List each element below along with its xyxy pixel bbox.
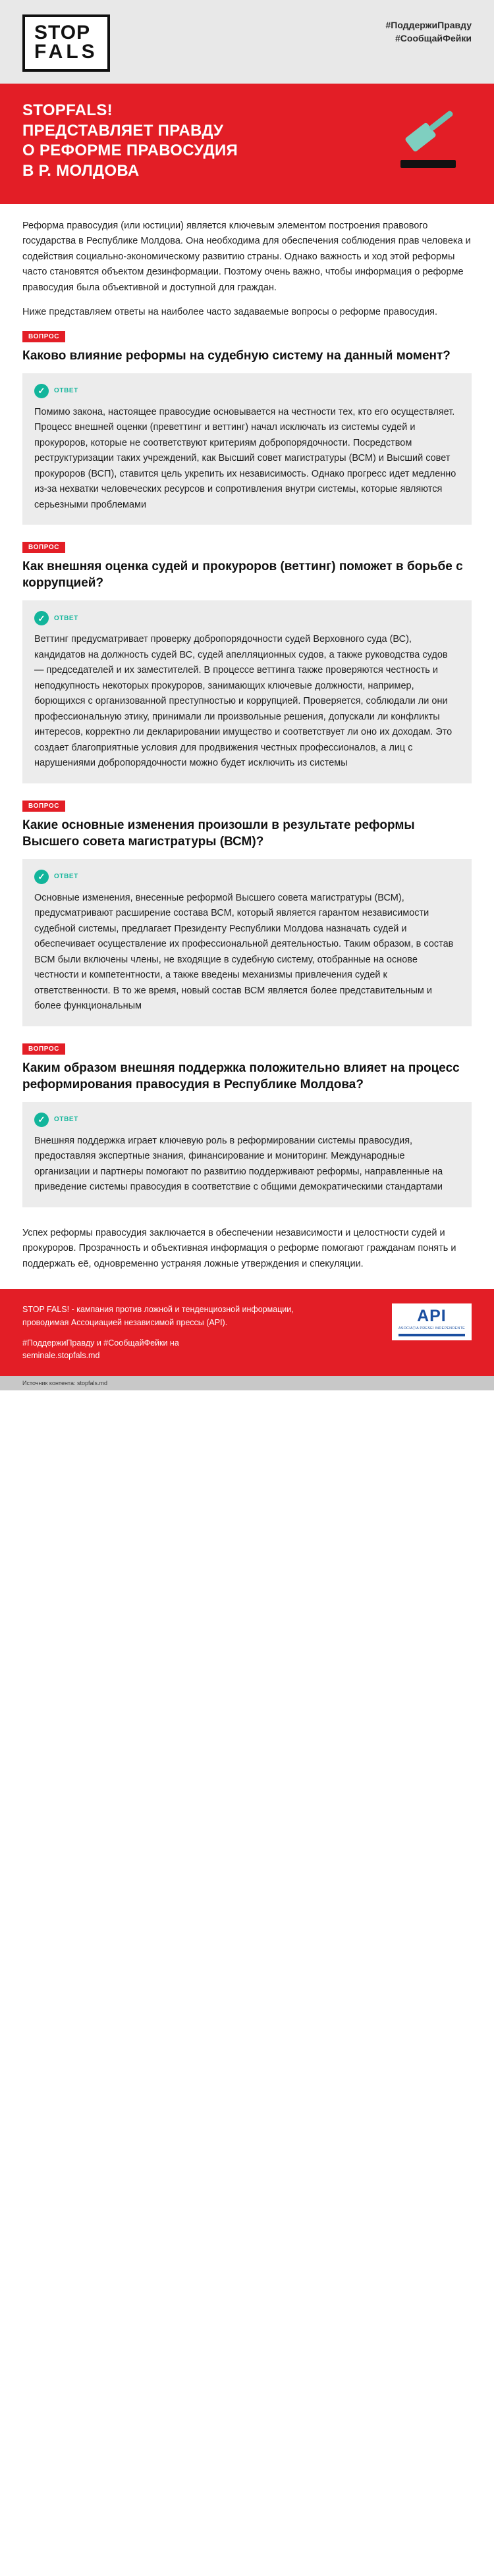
answer-header <box>34 384 460 398</box>
check-icon: ✓ <box>34 384 49 398</box>
title-line-1: STOPFALS! <box>22 101 113 119</box>
footer-about: STOP FALS! - кампания против ложной и тенденциозной информации, проводимая Ассоциацией независимой прессы (API). <box>22 1305 294 1327</box>
answer-label: ОТВЕТ <box>54 614 78 622</box>
check-icon: ✓ <box>34 1113 49 1127</box>
api-logo-word: API <box>417 1307 447 1326</box>
question-text: Какие основные изменения произошли в результате реформы Высшего совета магистратуры (ВСМ)? <box>22 818 415 849</box>
title-line-2: ПРЕДСТАВЛЯЕТ ПРАВДУ <box>22 121 224 140</box>
answer-card <box>22 600 472 783</box>
qa-item <box>22 1042 472 1207</box>
question-text: Как внешняя оценка судей и прокуроров (веттинг) поможет в борьбе с коррупцией? <box>22 560 463 591</box>
qa-item <box>22 330 472 525</box>
answer-label: ОТВЕТ <box>54 387 78 395</box>
title-line-3: О РЕФОРМЕ ПРАВОСУДИЯ <box>22 142 238 160</box>
logo-line-1: STOP <box>34 22 91 43</box>
answer-card <box>22 373 472 525</box>
answer-text: Внешняя поддержка играет ключевую роль в реформировании системы правосудия, предоставляя экспертные знания, финансирование и мониторинг. Международные организации и партнеры помогают по развитию поддерживают реформы, направленные на приведение системы правосудия в соответствие с общими демократическими стандартами <box>34 1135 443 1193</box>
answer-text: Помимо закона, настоящее правосудие основывается на честности тех, кто его осуществляет. Процесс внешней оценки (преветтинг и веттинг) начал исключать из системы судей и прокуроров, которые не соответствуют критериям добропорядочности. Посредством реструктуризации таких учреждений, как Высший совет магистратуры (ВСМ) и Высший совет прокуроров (ВСП), ставится цель укрепить их независимость. Однако прогресс идет медленно из-за нехватки человеческих ресурсов и сопротивления внутри системы, которые являются серьезными проблемами <box>34 406 456 510</box>
question-badge: ВОПРОС <box>22 331 65 342</box>
check-icon: ✓ <box>34 870 49 884</box>
page-title <box>22 101 352 182</box>
gavel-icon <box>389 103 468 176</box>
answer-card <box>22 859 472 1026</box>
api-logo-stripe <box>398 1334 465 1336</box>
intro-text <box>22 204 472 321</box>
answer-text: Веттинг предусматривает проверку добропорядочности судей Верховного суда (ВС), кандидатов на должность судей ВС, судей апелляционных судов, а также руководства судов — председателей и их заместителей. В процессе веттинга также проверяются честность и неподкупность некоторых прокуроров, занимающих ключевые должности, например, борющихся с организованной преступностью и коррупцией. Проверяется, соблюдали ли они профессиональную этику, принимали ли произвольные решения, допускали ли конфликты интересов, корректно ли декларировании имущество и соответствует ли оно их доходам. Это создает благоприятные условия для продвижения честных профессионалов, а лиц с нарушениями добропорядочности можно будет исключить из системы <box>34 634 453 769</box>
footer-site-link[interactable]: seminale.stopfals.md <box>22 1351 100 1361</box>
answer-header <box>34 870 460 884</box>
hashtag-report-fakes: #СообщайФейки <box>395 33 472 44</box>
header-bar <box>0 0 494 84</box>
answer-text: Основные изменения, внесенные реформой Высшего совета магистратуры (ВСМ), предусматривают расширение состава ВСМ, который является гарантом независимости судебной системы, предлагает Президенту Республики Молдова назначать судей и обеспечивает осуществление их профессиональной деятельностью. Таким образом, в состав ВСМ были включены члены, не входящие в судебную систему, отобранные на основе честности и компетентности, а также введены механизмы привлечения судей к ответственности. В то же время, новый состав ВСМ является более представительным и более функциональным <box>34 892 454 1012</box>
answer-label: ОТВЕТ <box>54 873 78 881</box>
source-bar: Источник контента: stopfals.md <box>0 1376 494 1390</box>
stopfals-logo <box>22 14 110 72</box>
question-badge: ВОПРОС <box>22 1043 65 1055</box>
answer-header <box>34 611 460 625</box>
question-badge: ВОПРОС <box>22 542 65 553</box>
check-icon: ✓ <box>34 611 49 625</box>
content-area <box>0 204 494 1289</box>
footer-text <box>22 1303 332 1363</box>
title-line-4: В Р. МОЛДОВА <box>22 162 140 180</box>
logo-line-2: FALS <box>34 40 98 63</box>
question-text: Каково влияние реформы на судебную систему на данный момент? <box>22 348 451 363</box>
question-text: Каким образом внешняя поддержка положительно влияет на процесс реформирования правосудия в Республике Молдова? <box>22 1061 460 1091</box>
answer-card <box>22 1102 472 1207</box>
title-block <box>0 84 494 204</box>
footer <box>0 1289 494 1376</box>
qa-item <box>22 799 472 1026</box>
answer-label: ОТВЕТ <box>54 1116 78 1124</box>
closing-text: Успех реформы правосудия заключается в обеспечении независимости и целостности судей и прокуроров. Прозрачность и объективная информация о реформе помогают гражданам понять и поддержать её, одновременно устраняя ложные утверждения и спекуляции. <box>22 1227 456 1269</box>
question-badge: ВОПРОС <box>22 801 65 812</box>
api-logo <box>392 1303 472 1340</box>
intro-paragraph-1: Реформа правосудия (или юстиции) является ключевым элементом построения правового государства в Республике Молдова. Она необходима для обеспечения соблюдения прав человека и содействия социально-экономическому развитию страны. Однако важность и ход этой реформы часто становятся объектом дезинформации. Поэтому очень важно, чтобы информация о реформе правосудия была объективной и доступной для граждан. <box>22 220 471 293</box>
intro-paragraph-2: Ниже представляем ответы на наиболее часто задаваемые вопросы о реформе правосудия. <box>22 307 438 318</box>
header-hashtags <box>385 14 472 45</box>
footer-hashtags: #ПоддержиПравду и #СообщайФейки на <box>22 1338 179 1348</box>
hashtag-support-truth: #ПоддержиПравду <box>385 20 472 30</box>
answer-header <box>34 1113 460 1127</box>
qa-item <box>22 540 472 783</box>
api-logo-subtitle: ASOCIAȚIA PRESEI INDEPENDENTE <box>398 1327 465 1331</box>
